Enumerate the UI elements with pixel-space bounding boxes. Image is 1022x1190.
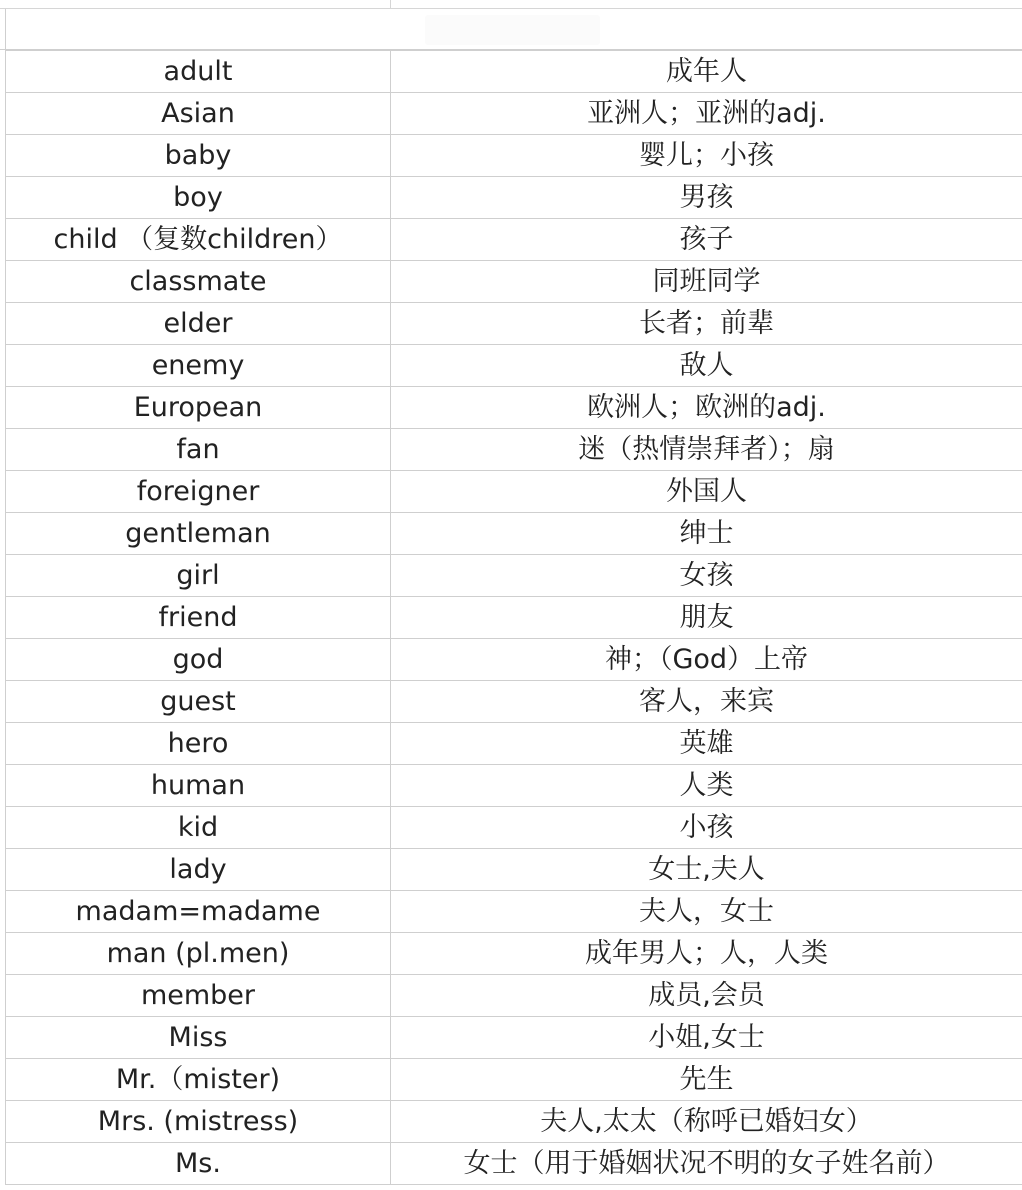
chinese-meaning[interactable]: 成年人 [391, 51, 1022, 93]
english-word[interactable]: Ms. [6, 1143, 391, 1185]
chinese-meaning[interactable]: 先生 [391, 1059, 1022, 1101]
chinese-meaning[interactable]: 亚洲人；亚洲的adj. [391, 93, 1022, 135]
top-strip [0, 0, 1022, 9]
header-row [0, 9, 1022, 50]
english-word[interactable]: child （复数children） [6, 219, 391, 261]
table-row [6, 387, 1022, 429]
chinese-meaning[interactable]: 婴儿；小孩 [391, 135, 1022, 177]
chinese-meaning[interactable]: 女士,夫人 [391, 849, 1022, 891]
chinese-meaning[interactable]: 成年男人；人，人类 [391, 933, 1022, 975]
table-row [6, 807, 1022, 849]
table-row [6, 219, 1022, 261]
english-word[interactable]: foreigner [6, 471, 391, 513]
table-row [6, 429, 1022, 471]
chinese-meaning[interactable]: 小姐,女士 [391, 1017, 1022, 1059]
table-row [6, 93, 1022, 135]
table-row [6, 975, 1022, 1017]
table-row [6, 303, 1022, 345]
table-row [6, 765, 1022, 807]
english-word[interactable]: human [6, 765, 391, 807]
english-word[interactable]: baby [6, 135, 391, 177]
english-word[interactable]: fan [6, 429, 391, 471]
chinese-meaning[interactable]: 外国人 [391, 471, 1022, 513]
english-word[interactable]: hero [6, 723, 391, 765]
table-row [6, 555, 1022, 597]
chinese-meaning[interactable]: 敌人 [391, 345, 1022, 387]
table-row [6, 261, 1022, 303]
table-row [6, 891, 1022, 933]
table-row [6, 1143, 1022, 1185]
english-word[interactable]: classmate [6, 261, 391, 303]
table-row [6, 345, 1022, 387]
english-word[interactable]: elder [6, 303, 391, 345]
table-row [6, 177, 1022, 219]
english-word[interactable]: enemy [6, 345, 391, 387]
english-word[interactable]: gentleman [6, 513, 391, 555]
table-row [6, 597, 1022, 639]
chinese-meaning[interactable]: 小孩 [391, 807, 1022, 849]
chinese-meaning[interactable]: 长者；前辈 [391, 303, 1022, 345]
chinese-meaning[interactable]: 欧洲人；欧洲的adj. [391, 387, 1022, 429]
english-word[interactable]: Mr.（mister) [6, 1059, 391, 1101]
english-word[interactable]: man (pl.men) [6, 933, 391, 975]
chinese-meaning[interactable]: 绅士 [391, 513, 1022, 555]
chinese-meaning[interactable]: 夫人,太太（称呼已婚妇女） [391, 1101, 1022, 1143]
vocabulary-table [5, 50, 1022, 1185]
chinese-meaning[interactable]: 女孩 [391, 555, 1022, 597]
chinese-meaning[interactable]: 客人，来宾 [391, 681, 1022, 723]
table-row [6, 849, 1022, 891]
chinese-meaning[interactable]: 女士（用于婚姻状况不明的女子姓名前） [391, 1143, 1022, 1185]
chinese-meaning[interactable]: 朋友 [391, 597, 1022, 639]
english-word[interactable]: Miss [6, 1017, 391, 1059]
table-row [6, 135, 1022, 177]
table-row [6, 681, 1022, 723]
english-word[interactable]: girl [6, 555, 391, 597]
chinese-meaning[interactable]: 同班同学 [391, 261, 1022, 303]
chinese-meaning[interactable]: 人类 [391, 765, 1022, 807]
table-row [6, 933, 1022, 975]
english-word[interactable]: kid [6, 807, 391, 849]
table-row [6, 1101, 1022, 1143]
english-word[interactable]: European [6, 387, 391, 429]
chinese-meaning[interactable]: 夫人，女士 [391, 891, 1022, 933]
english-word[interactable]: god [6, 639, 391, 681]
english-word[interactable]: Asian [6, 93, 391, 135]
chinese-meaning[interactable]: 孩子 [391, 219, 1022, 261]
english-word[interactable]: friend [6, 597, 391, 639]
english-word[interactable]: Mrs. (mistress) [6, 1101, 391, 1143]
blurred-header-cell [425, 15, 600, 45]
chinese-meaning[interactable]: 神；（God）上帝 [391, 639, 1022, 681]
chinese-meaning[interactable]: 英雄 [391, 723, 1022, 765]
english-word[interactable]: madam=madame [6, 891, 391, 933]
english-word[interactable]: lady [6, 849, 391, 891]
chinese-meaning[interactable]: 男孩 [391, 177, 1022, 219]
table-row [6, 1017, 1022, 1059]
english-word[interactable]: guest [6, 681, 391, 723]
english-word[interactable]: member [6, 975, 391, 1017]
chinese-meaning[interactable]: 迷（热情崇拜者）；扇 [391, 429, 1022, 471]
column-divider [390, 0, 391, 8]
table-row [6, 639, 1022, 681]
english-word[interactable]: boy [6, 177, 391, 219]
table-row [6, 723, 1022, 765]
left-rule [5, 9, 6, 50]
table-row [6, 471, 1022, 513]
english-word[interactable]: adult [6, 51, 391, 93]
table-row [6, 1059, 1022, 1101]
table-row [6, 513, 1022, 555]
table-row [6, 51, 1022, 93]
chinese-meaning[interactable]: 成员,会员 [391, 975, 1022, 1017]
